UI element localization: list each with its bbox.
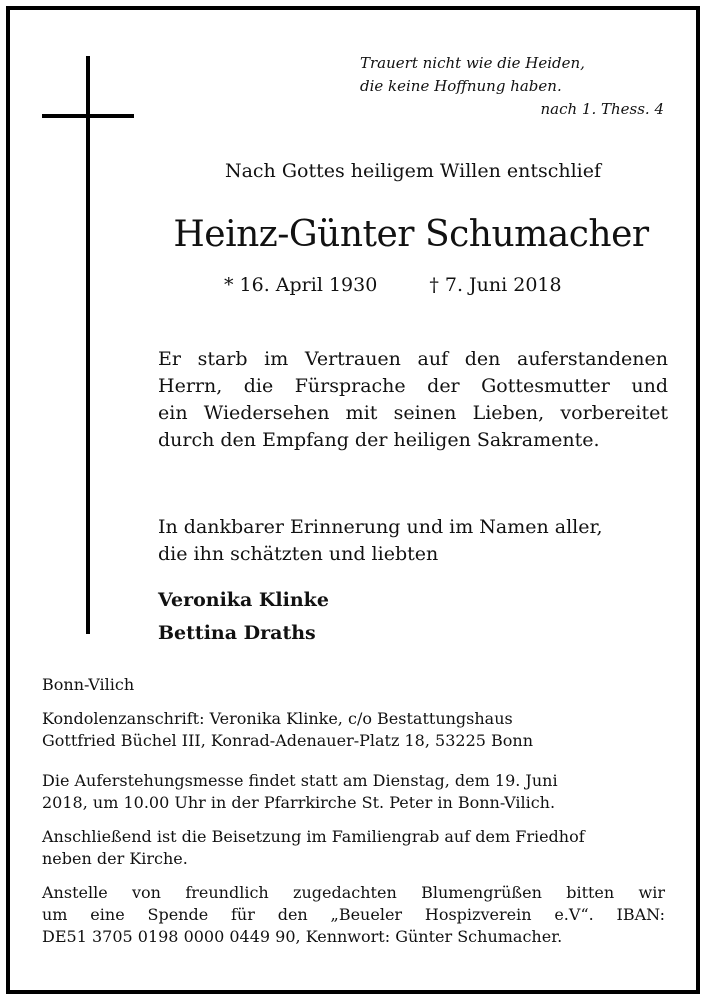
- body-line: Anschließend ist die Beisetzung im Familiengrab auf dem Friedhof: [42, 827, 585, 846]
- donation-info: [42, 882, 665, 948]
- body-line: neben der Kirche.: [42, 849, 188, 868]
- paragraph-line: die ihn schätzten und liebten: [158, 543, 439, 565]
- faith-paragraph: [158, 346, 668, 454]
- intro-text: Nach Gottes heiligem Willen entschlief: [224, 160, 602, 182]
- burial-info: [42, 826, 665, 870]
- paragraph-line: ein Wiedersehen mit seinen Lieben, vorbereitet: [158, 402, 668, 424]
- paragraph-line: Er starb im Vertrauen auf den auferstandenen: [158, 348, 668, 370]
- signers: [158, 584, 329, 650]
- body-line: Kondolenzanschrift: Veronika Klinke, c/o Bestattungshaus: [42, 709, 513, 728]
- body-line: Gottfried Büchel III, Konrad-Adenauer-Platz 18, 53225 Bonn: [42, 731, 534, 750]
- bible-verse: [360, 52, 670, 121]
- paragraph-line: durch den Empfang der heiligen Sakramente.: [158, 429, 600, 451]
- signer-name: Bettina Draths: [158, 622, 316, 644]
- cross-icon-bar: [42, 114, 134, 118]
- remembrance-text: [158, 514, 668, 568]
- condolence-address: [42, 708, 665, 752]
- verse-reference: nach 1. Thess. 4: [540, 100, 664, 118]
- paragraph-line: Herrn, die Fürsprache der Gottesmutter und: [158, 375, 668, 397]
- cross-icon: [86, 56, 90, 634]
- body-line: 2018, um 10.00 Uhr in der Pfarrkirche St. Peter in Bonn-Vilich.: [42, 793, 556, 812]
- body-line: Anstelle von freundlich zugedachten Blumengrüßen bitten wir: [42, 883, 665, 902]
- verse-line: Trauert nicht wie die Heiden,: [360, 54, 585, 72]
- body-line: um eine Spende für den „Beueler Hospizverein e.V“. IBAN:: [42, 905, 665, 924]
- paragraph-line: In dankbarer Erinnerung und im Namen aller,: [158, 516, 603, 538]
- place: Bonn-Vilich: [42, 675, 135, 694]
- death-date: † 7. Juni 2018: [429, 274, 562, 296]
- deceased-name: Heinz-Günter Schumacher: [173, 214, 649, 255]
- birth-date: * 16. April 1930: [224, 274, 378, 296]
- verse-line: die keine Hoffnung haben.: [360, 77, 562, 95]
- mass-info: [42, 770, 665, 814]
- life-dates: [224, 274, 562, 296]
- signer-name: Veronika Klinke: [158, 589, 329, 611]
- body-line: Die Auferstehungsmesse findet statt am Dienstag, dem 19. Juni: [42, 771, 558, 790]
- body-line: DE51 3705 0198 0000 0449 90, Kennwort: Günter Schumacher.: [42, 927, 563, 946]
